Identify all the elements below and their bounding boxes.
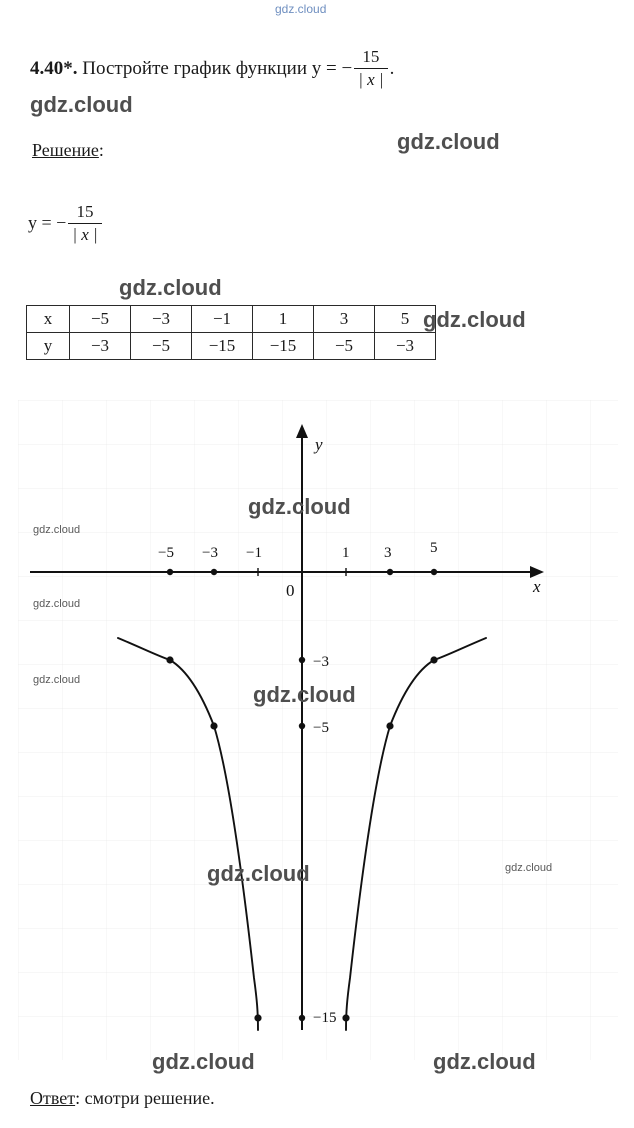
table-cell: −5 bbox=[70, 306, 131, 333]
watermark: gdz.cloud bbox=[207, 861, 310, 886]
watermark: gdz.cloud bbox=[275, 2, 327, 16]
watermark: gdz.cloud bbox=[33, 598, 81, 610]
formula-lhs: y = − bbox=[28, 212, 67, 233]
watermark: gdz.cloud bbox=[33, 524, 81, 536]
formula-fraction bbox=[68, 202, 101, 245]
watermark: gdz.cloud bbox=[30, 92, 133, 117]
answer-text: смотри решение. bbox=[80, 1088, 215, 1108]
formula-numerator: 15 bbox=[68, 202, 101, 224]
task-period: . bbox=[389, 57, 395, 79]
table-cell: −3 bbox=[70, 333, 131, 360]
task-number: 4.40*. bbox=[30, 57, 78, 79]
table-row bbox=[27, 333, 436, 360]
watermark: gdz.cloud bbox=[119, 275, 222, 300]
watermark: gdz.cloud bbox=[253, 682, 356, 707]
origin-label: 0 bbox=[286, 581, 295, 600]
watermark: gdz.cloud bbox=[248, 494, 351, 519]
table-cell: −5 bbox=[131, 333, 192, 360]
solution-word: Решение bbox=[32, 140, 99, 160]
watermark: gdz.cloud bbox=[433, 1049, 536, 1074]
table-cell: 5 bbox=[375, 306, 436, 333]
watermark: gdz.cloud bbox=[33, 674, 81, 686]
table-cell: −3 bbox=[131, 306, 192, 333]
watermark: gdz.cloud bbox=[397, 129, 500, 154]
x-tick-label: −3 bbox=[202, 545, 218, 561]
fraction-numerator: 15 bbox=[354, 47, 387, 69]
x-tick-label: 3 bbox=[384, 545, 392, 561]
x-tick-label: −1 bbox=[246, 545, 262, 561]
y-tick-label: −3 bbox=[313, 654, 329, 670]
table-cell: −15 bbox=[192, 333, 253, 360]
table-row bbox=[27, 306, 436, 333]
watermark: gdz.cloud bbox=[423, 307, 526, 332]
table-cell: 3 bbox=[314, 306, 375, 333]
table-header-x: x bbox=[27, 306, 70, 333]
axis-y-label: y bbox=[315, 435, 323, 454]
fraction-denominator: | x | bbox=[358, 70, 384, 89]
answer-colon: : bbox=[75, 1088, 81, 1108]
answer-line bbox=[30, 1088, 215, 1109]
table-cell: −1 bbox=[192, 306, 253, 333]
formula-denominator: | x | bbox=[72, 225, 98, 244]
table-cell: −3 bbox=[375, 333, 436, 360]
axis-x-label: x bbox=[533, 577, 541, 596]
solution-colon: : bbox=[98, 140, 104, 160]
task-text: Постройте график функции y = − bbox=[82, 57, 353, 79]
values-table bbox=[26, 305, 436, 360]
x-tick-label: 5 bbox=[430, 540, 438, 556]
table-header-y: y bbox=[27, 333, 70, 360]
table-cell: 1 bbox=[253, 306, 314, 333]
table-cell: −15 bbox=[253, 333, 314, 360]
x-tick-label: −5 bbox=[158, 545, 174, 561]
y-tick-label: −5 bbox=[313, 720, 329, 736]
task-statement bbox=[30, 48, 394, 91]
x-tick-label: 1 bbox=[342, 545, 350, 561]
watermark: gdz.cloud bbox=[505, 862, 553, 874]
table-cell: −5 bbox=[314, 333, 375, 360]
y-tick-label: −15 bbox=[313, 1010, 337, 1026]
task-fraction bbox=[354, 47, 387, 90]
function-graph bbox=[18, 400, 618, 1060]
solution-formula bbox=[28, 203, 104, 246]
solution-label bbox=[32, 140, 104, 161]
watermark: gdz.cloud bbox=[152, 1049, 255, 1074]
answer-word: Ответ bbox=[30, 1088, 76, 1108]
